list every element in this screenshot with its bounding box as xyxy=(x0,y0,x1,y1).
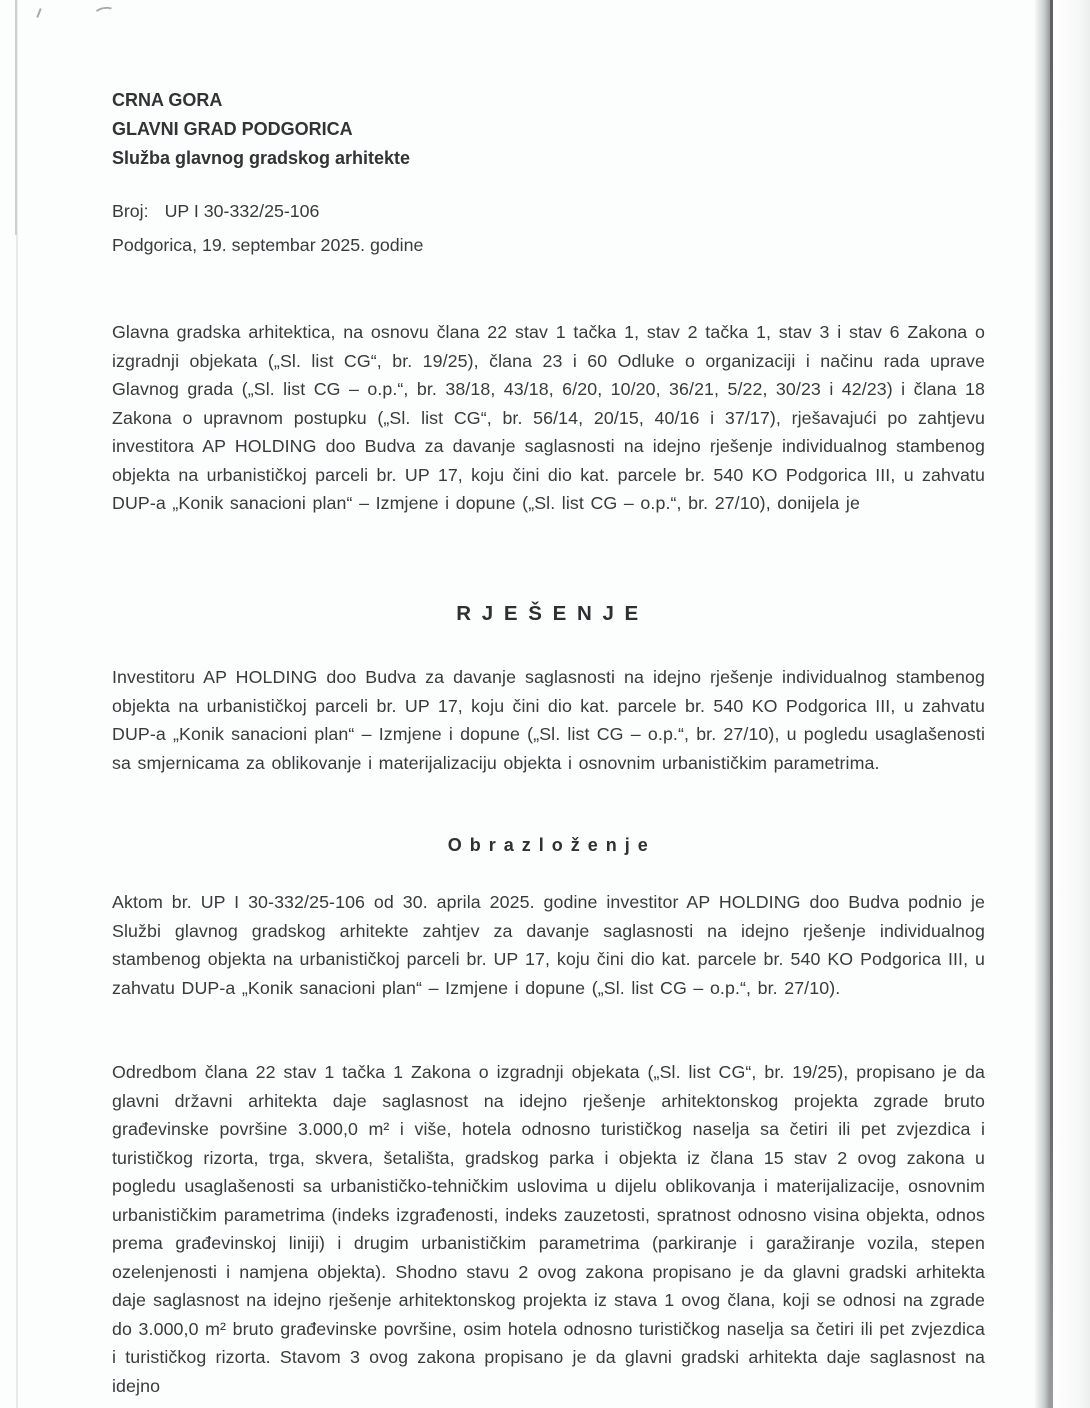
case-number-line xyxy=(112,194,985,228)
explanation-heading: O b r a z l o ž e n j e xyxy=(447,835,650,855)
decision-heading: R J E Š E N J E xyxy=(456,602,641,625)
reference-block xyxy=(112,194,985,262)
explanation-paragraph-3-cutoff: Stavom 3 ovog zakona propisano je da glavni gradski arhitekta daje saglasnost na idejno xyxy=(112,1347,985,1396)
case-number-label: Broj: xyxy=(112,201,149,221)
explanation-paragraph-2 xyxy=(112,1058,985,1400)
letterhead-city: GLAVNI GRAD PODGORICA xyxy=(112,119,353,139)
explanation-paragraph-2-text: Odredbom člana 22 stav 1 tačka 1 Zakona o izgradnji objekata („Sl. list CG“, br. 19/25), propisano je da glavni državni arhitekta daje saglasnost na idejno rješenje arhitektonskog projekta zgrade bruto građevinske površine 3.000,0 m² i više, hotela odnosno turističkog naselja sa četiri ili pet zvjezdica i turističkog rizorta, trga, skvera, šetališta, gradskog parka i objekta iz člana 15 stav 2 ovog zakona u pogledu usaglašenosti sa urbanističko-tehničkim uslovima u dijelu oblikovanja i materijalizacije, osnovnim urbanističkim parametrima (indeks izgrađenosti, indeks zauzetosti, spratnost odnosno visina objekta, odnos prema građevinskoj liniji) i drugim urbanističkim parametrima (parkiranje i garažiranje vozila, stepen ozelenjenosti i namjena objekta). Shodno stavu 2 ovog zakona propisano je da glavni gradski arhitekta daje saglasnost na idejno rješenje arhitektonskog projekta iz stava 1 ovog člana, koji se odnosi na zgrade do 3.000,0 m² bruto građevinske površine, osim hotela odnosno turističkog naselja sa četiri ili pet zvjezdica i turističkog rizorta. xyxy=(112,1062,985,1367)
case-number-value: UP I 30-332/25-106 xyxy=(164,201,320,221)
decision-paragraph: Investitoru AP HOLDING doo Budva za davanje saglasnosti na idejno rješenje individualnog stambenog objekta na urbanističkoj parceli br. UP 17, koju čini dio kat. parcele br. 540 KO Podgorica III, u zahvatu DUP-a „Konik sanacioni plan“ – Izmjene i dopune („Sl. list CG – o.p.“, br. 27/10), u pogledu usaglašenosti sa smjernicama za oblikovanje i materijalizaciju objekta i osnovnim urbanističkim parametrima. xyxy=(112,667,985,773)
letterhead-office: Služba glavnog gradskog arhitekte xyxy=(112,148,411,168)
letterhead xyxy=(112,86,985,173)
letterhead-country: CRNA GORA xyxy=(112,90,223,110)
explanation-paragraph-1: Aktom br. UP I 30-332/25-106 od 30. aprila 2025. godine investitor AP HOLDING doo Budva podnio je Službi glavnog gradskog arhitekte zahtjev za davanje saglasnosti na idejno rješenje individualnog stambenog objekta na urbanističkoj parceli br. UP 17, koju čini dio kat. parcele br. 540 KO Podgorica III, u zahvatu DUP-a „Konik sanacioni plan“ – Izmjene i dopune („Sl. list CG – o.p.“, br. 27/10). xyxy=(112,892,985,998)
place-date-line: Podgorica, 19. septembar 2025. godine xyxy=(112,235,424,255)
intro-paragraph: Glavna gradska arhitektica, na osnovu člana 22 stav 1 tačka 1, stav 2 tačka 1, stav 3 i stav 6 Zakona o izgradnji objekata („Sl. list CG“, br. 19/25), člana 23 i 60 Odluke o organizaciji i načinu rada uprave Glavnog grada („Sl. list CG – o.p.“, br. 38/18, 43/18, 6/20, 10/20, 36/21, 5/22, 30/23 i 42/23) i člana 18 Zakona o upravnom postupku („Sl. list CG“, br. 56/14, 20/15, 40/16 i 37/17), rješavajući po zahtjevu investitora AP HOLDING doo Budva za davanje saglasnosti na idejno rješenje individualnog stambenog objekta na urbanističkoj parceli br. UP 17, koju čini dio kat. parcele br. 540 KO Podgorica III, u zahvatu DUP-a „Konik sanacioni plan“ – Izmjene i dopune („Sl. list CG – o.p.“, br. 27/10), donijela je xyxy=(112,322,985,513)
